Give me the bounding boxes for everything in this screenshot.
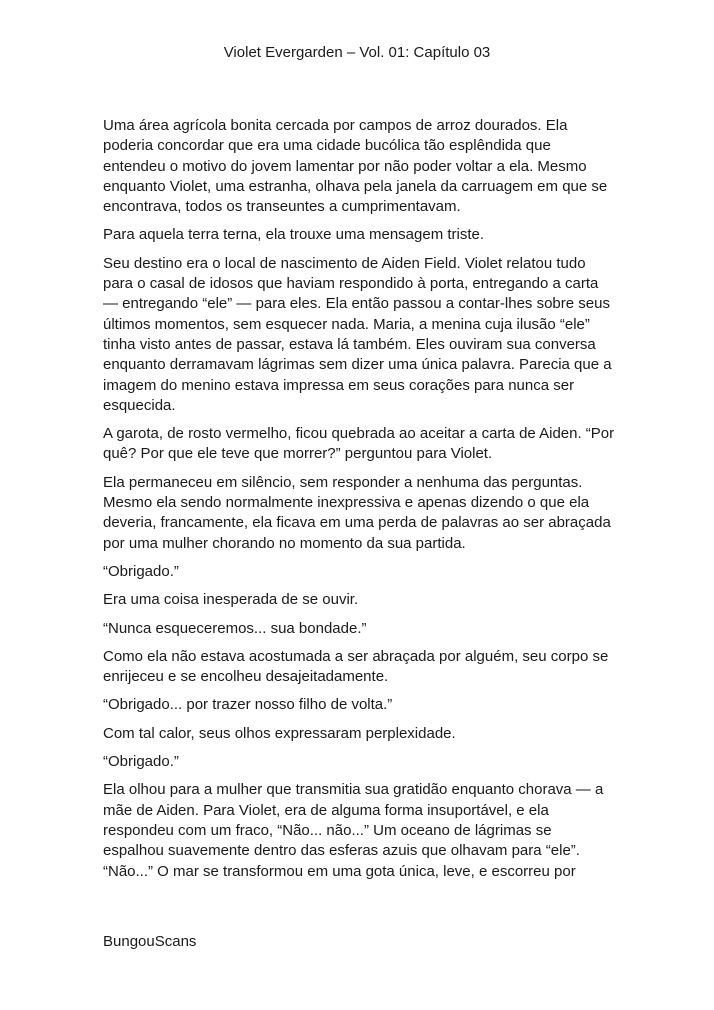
paragraph: Seu destino era o local de nascimento de Aiden Field. Violet relatou tudo para o casal de idosos que haviam respondido à porta, entregando a carta — entregando “ele” — para eles. Ela então passou a contar-lhes sobre seus últimos momentos, sem esquecer nada. Maria, a menina cuja ilusão “ele” tinha visto antes de passar, estava lá também. Eles ouviram sua conversa enquanto derramavam lágrimas sem dizer uma única palavra. Parecia que a imagem do menino estava impressa em seus corações para nunca ser esquecida.	[103, 254, 612, 414]
paragraph: Ela olhou para a mulher que transmitia sua gratidão enquanto chorava — a mãe de Aiden. Para Violet, era de alguma forma insuportável, e ela respondeu com um fraco, “Não... não...” Um oceano de lágrimas se espalhou suavemente dentro das esferas azuis que olhavam para “ele”. “Não...” O mar se transformou em uma gota única, leve, e escorreu por	[103, 781, 604, 880]
paragraph: Era uma coisa inesperada de se ouvir.	[103, 591, 359, 609]
paragraph: “Nunca esqueceremos... sua bondade.”	[103, 619, 367, 637]
document-body	[103, 116, 615, 890]
paragraph: “Obrigado.”	[103, 562, 179, 580]
paragraph: Com tal calor, seus olhos expressaram perplexidade.	[103, 724, 456, 742]
paragraph: Para aquela terra terna, ela trouxe uma mensagem triste.	[103, 226, 485, 244]
paragraph: A garota, de rosto vermelho, ficou quebrada ao aceitar a carta de Aiden. “Por quê? Por que ele teve que morrer?” perguntou para Violet.	[103, 425, 615, 463]
page-title: Violet Evergarden – Vol. 01: Capítulo 03	[223, 44, 491, 61]
paragraph: Como ela não estava acostumada a ser abraçada por alguém, seu corpo se enrijeceu e se encolheu desajeitadamente.	[103, 647, 609, 686]
footer-credit: BungouScans	[103, 933, 197, 950]
paragraph: Uma área agrícola bonita cercada por campos de arroz dourados. Ela poderia concordar que era uma cidade bucólica tão esplêndida que entendeu o motivo do jovem lamentar por não poder voltar a ela. Mesmo enquanto Violet, uma estranha, olhava pela janela da carruagem em que se encontrava, todos os transeuntes a cumprimentavam.	[103, 117, 608, 216]
paragraph: Ela permaneceu em silêncio, sem responder a nenhuma das perguntas. Mesmo ela sendo normalmente inexpressiva e apenas dizendo o que ela deveria, francamente, ela ficava em uma perda de palavras ao ser abraçada por uma mulher chorando no momento da sua partida.	[103, 473, 611, 552]
paragraph: “Obrigado.”	[103, 753, 179, 771]
paragraph: “Obrigado... por trazer nosso filho de volta.”	[103, 696, 393, 714]
